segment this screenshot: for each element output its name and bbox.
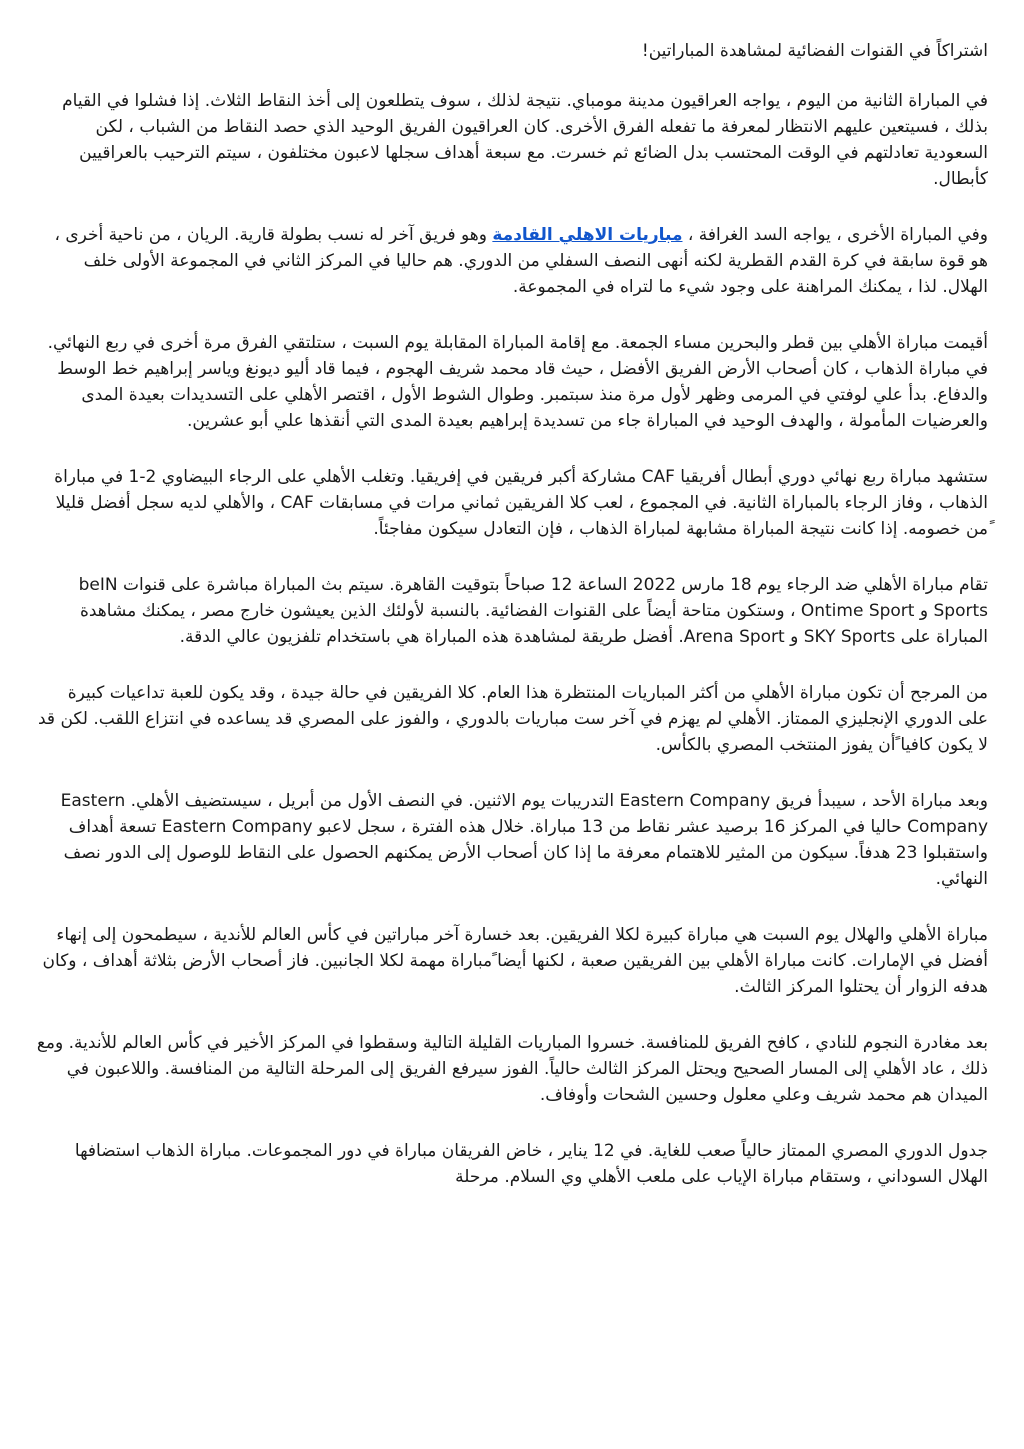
paragraph-eastern-company: وبعد مباراة الأحد ، سيبدأ فريق Eastern Company التدريبات يوم الاثنين. في النصف الأول من أبريل ، سيستضيف الأهلي. Eastern Company حاليا في المركز 16 برصيد عشر نقاط من 13 مباراة. خلال هذه الفترة ، سجل لاعبو Eastern Company تسعة أهداف واستقبلوا 23 هدفاً. سيكون من المثير للاهتمام معرفة ما إذا كان أصحاب الأرض يمكنهم الحصول على النقاط للوصول إلى الدور نصف النهائي. — [60, 791, 988, 889]
ahly-upcoming-matches-link[interactable]: مباريات الاهلي القادمة — [492, 225, 683, 245]
paragraph-ahly-hilal: مباراة الأهلي والهلال يوم السبت هي مباراة كبيرة لكلا الفريقين. بعد خسارة آخر مباراتين في كأس العالم للأندية ، سيطمحون إلى إنهاء أفضل في الإمارات. كانت مباراة الأهلي بين الفريقين صعبة ، لكنها أيضا ًمباراة مهمة لكلا الجانبين. فاز أصحاب الأرض بثلاثة أهداف ، وكان هدفه الزوار أن يحتلوا المركز الثالث. — [42, 925, 988, 997]
intro-paragraph: اشتراكاً في القنوات الفضائية لمشاهدة المباراتين! — [641, 41, 988, 61]
paragraph-text-after-link: وهو فريق آخر له نسب بطولة قارية. الريان ، من ناحية أخرى ، هو قوة سابقة في كرة القدم القطرية لكنه أنهى النصف السفلي من الدوري. هم حاليا في المركز الثاني في المجموعة الأولى خلف الهلال. لذا ، يمكنك المراهنة على وجود شيء ما لتراه في المجموعة. — [54, 225, 988, 297]
paragraph-caf-quarterfinal: ستشهد مباراة ربع نهائي دوري أبطال أفريقيا CAF مشاركة أكبر فريقين في إفريقيا. وتغلب الأهلي على الرجاء البيضاوي 2-1 في مباراة الذهاب ، وفاز الرجاء بالمباراة الثانية. في المجموع ، لعب كلا الفريقين ثماني مرات في مسابقات CAF ، والأهلي لديه سجل أفضل قليلا ًمن خصومه. إذا كانت نتيجة المباراة مشابهة لمباراة الذهاب ، فإن التعادل سيكون مفاجئاً. — [54, 467, 988, 539]
paragraph-team-struggle: بعد مغادرة النجوم للنادي ، كافح الفريق للمنافسة. خسروا المباريات القليلة التالية وسقطوا في المركز الأخير في كأس العالم للأندية. ومع ذلك ، عاد الأهلي إلى المسار الصحيح ويحتل المركز الثالث حالياً. الفوز سيرفع الفريق إلى المرحلة التالية من المنافسة. واللاعبون في الميدان هم محمد شريف وعلي معلول وحسين الشحات وأوفاف. — [36, 1033, 988, 1105]
paragraph-qatar-bahrain: أقيمت مباراة الأهلي بين قطر والبحرين مساء الجمعة. مع إقامة المباراة المقابلة يوم السبت ، ستلتقي الفرق مرة أخرى في ربع النهائي. في مباراة الذهاب ، كان أصحاب الأرض الفريق الأفضل ، حيث قاد محمد شريف الهجوم ، فيما قاد أليو ديونغ وياسر إبراهيم خط الوسط والدفاع. بدأ علي لوفتي في المرمى وظهر لأول مرة منذ سبتمبر. وطوال الشوط الأول ، اقتصر الأهلي على التسديدات بعيدة المدى والعرضيات المأمولة ، والهدف الوحيد في المباراة جاء من تسديدة إبراهيم بعيدة المدى التي أنقذها علي أبو عشرين. — [47, 333, 988, 431]
paragraph-sadd-gharafa — [36, 222, 988, 300]
paragraph-text-before-link: وفي المباراة الأخرى ، يواجه السد الغرافة ، — [682, 225, 988, 245]
paragraph-most-awaited: من المرجح أن تكون مباراة الأهلي من أكثر المباريات المنتظرة هذا العام. كلا الفريقين في حالة جيدة ، وقد يكون للعبة تداعيات كبيرة على الدوري الإنجليزي الممتاز. الأهلي لم يهزم في آخر ست مباريات بالدوري ، والفوز على المصري قد يساعده في انتزاع اللقب. لكن قد لا يكون كافيا ًأن يفوز المنتخب المصري بالكأس. — [38, 683, 988, 755]
paragraph-iraq-mumbai: في المباراة الثانية من اليوم ، يواجه العراقيون مدينة مومباي. نتيجة لذلك ، سوف يتطلعون إلى أخذ النقاط الثلاث. إذا فشلوا في القيام بذلك ، فسيتعين عليهم الانتظار لمعرفة ما تفعله الفرق الأخرى. كان العراقيون الفريق الوحيد الذي حصد النقاط من الشباب ، لكن السعودية تعادلتهم في الوقت المحتسب بدل الضائع ثم خسرت. مع سبعة أهداف سجلها لاعبون مختلفون ، سيتم الترحيب بالعراقيين كأبطال. — [62, 91, 988, 189]
paragraph-league-table: جدول الدوري المصري الممتاز حالياً صعب للغاية. في 12 يناير ، خاض الفريقان مباراة في دور المجموعات. مباراة الذهاب استضافها الهلال السوداني ، وستقام مباراة الإياب على ملعب الأهلي وي السلام. مرحلة — [74, 1141, 988, 1187]
paragraph-broadcast-info: تقام مباراة الأهلي ضد الرجاء يوم 18 مارس 2022 الساعة 12 صباحاً بتوقيت القاهرة. سيتم بث المباراة مباشرة على قنوات beIN Sports و Ontime Sport ، وستكون متاحة أيضاً على القنوات الفضائية. بالنسبة لأولئك الذين يعيشون خارج مصر ، يمكنك مشاهدة المباراة على SKY Sports و Arena Sport. أفضل طريقة لمشاهدة هذه المباراة هي باستخدام تلفزيون عالي الدقة. — [78, 575, 988, 647]
